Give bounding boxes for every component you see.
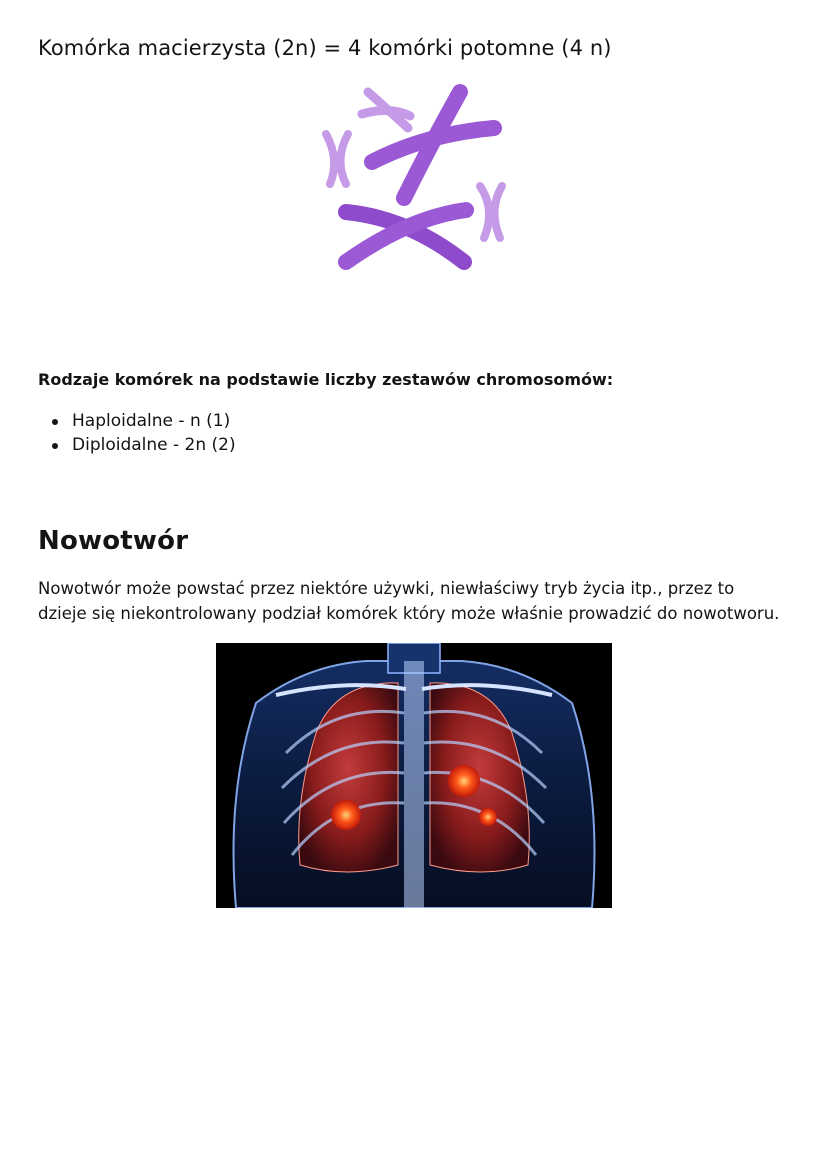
chromosomes-icon — [316, 78, 516, 278]
bullet-icon — [52, 443, 58, 449]
list-item-text: Haploidalne - n (1) — [72, 411, 231, 431]
list-item — [38, 433, 236, 457]
section-paragraph: Nowotwór może powstać przez niektóre używki, niewłaściwy tryb życia itp., przez to dzieje się niekontrolowany podział komórek który może właśnie prowadzić do nowotworu. — [38, 579, 780, 623]
cell-division-formula: Komórka macierzysta (2n) = 4 komórki potomne (4 n) — [38, 36, 612, 60]
list-item — [38, 409, 236, 433]
cell-types-heading: Rodzaje komórek na podstawie liczby zestawów chromosomów: — [38, 370, 614, 389]
list-item-text: Diploidalne - 2n (2) — [72, 435, 236, 455]
bullet-icon — [52, 419, 58, 425]
cell-types-list — [38, 409, 236, 457]
lung-cancer-xray-image — [216, 643, 612, 908]
section-title: Nowotwór — [38, 526, 189, 556]
